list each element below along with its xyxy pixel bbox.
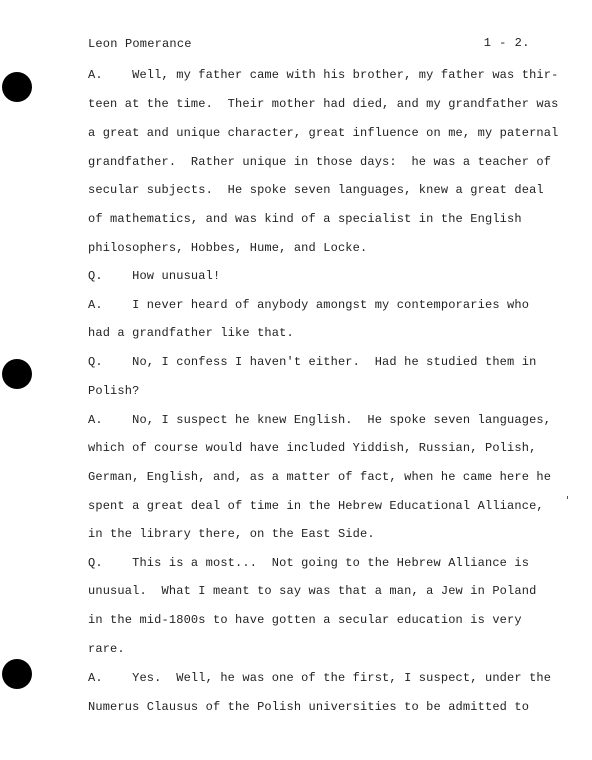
scan-speck xyxy=(567,496,568,499)
text-line: in the library there, on the East Side. xyxy=(88,527,375,541)
binder-hole xyxy=(2,659,32,689)
header-page-number: 1 - 2. xyxy=(483,36,530,50)
text-line: secular subjects. He spoke seven languages, knew a great deal xyxy=(88,183,544,197)
text-line: of mathematics, and was kind of a specialist in the English xyxy=(88,212,522,226)
text-line: Q. No, I confess I haven't either. Had he studied them in xyxy=(88,355,537,369)
text-line: had a grandfather like that. xyxy=(88,326,294,340)
text-line: German, English, and, as a matter of fact, when he came here he xyxy=(88,470,552,484)
text-line: A. I never heard of anybody amongst my contemporaries who xyxy=(88,298,530,312)
text-line: A. Well, my father came with his brother, my father was thir- xyxy=(88,68,559,82)
text-line: rare. xyxy=(88,642,125,656)
text-line: Numerus Clausus of the Polish universities to be admitted to xyxy=(88,700,530,714)
text-line: philosophers, Hobbes, Hume, and Locke. xyxy=(88,241,368,255)
text-line: Q. How unusual! xyxy=(88,269,221,283)
text-line: Q. This is a most... Not going to the Hebrew Alliance is xyxy=(88,556,530,570)
binder-hole xyxy=(2,72,32,102)
text-line: teen at the time. Their mother had died, and my grandfather was xyxy=(88,97,559,111)
text-line: unusual. What I meant to say was that a man, a Jew in Poland xyxy=(88,584,537,598)
binder-hole xyxy=(2,359,32,389)
text-line: which of course would have included Yiddish, Russian, Polish, xyxy=(88,441,537,455)
text-line: in the mid-1800s to have gotten a secular education is very xyxy=(88,613,522,627)
text-line: a great and unique character, great influence on me, my paternal xyxy=(88,126,559,140)
text-line: A. Yes. Well, he was one of the first, I suspect, under the xyxy=(88,671,552,685)
text-line: spent a great deal of time in the Hebrew Educational Alliance, xyxy=(88,499,544,513)
header-interviewee-name: Leon Pomerance xyxy=(88,37,192,51)
text-line: Polish? xyxy=(88,384,140,398)
text-line: grandfather. Rather unique in those days: he was a teacher of xyxy=(88,155,552,169)
text-line: A. No, I suspect he knew English. He spoke seven languages, xyxy=(88,413,552,427)
